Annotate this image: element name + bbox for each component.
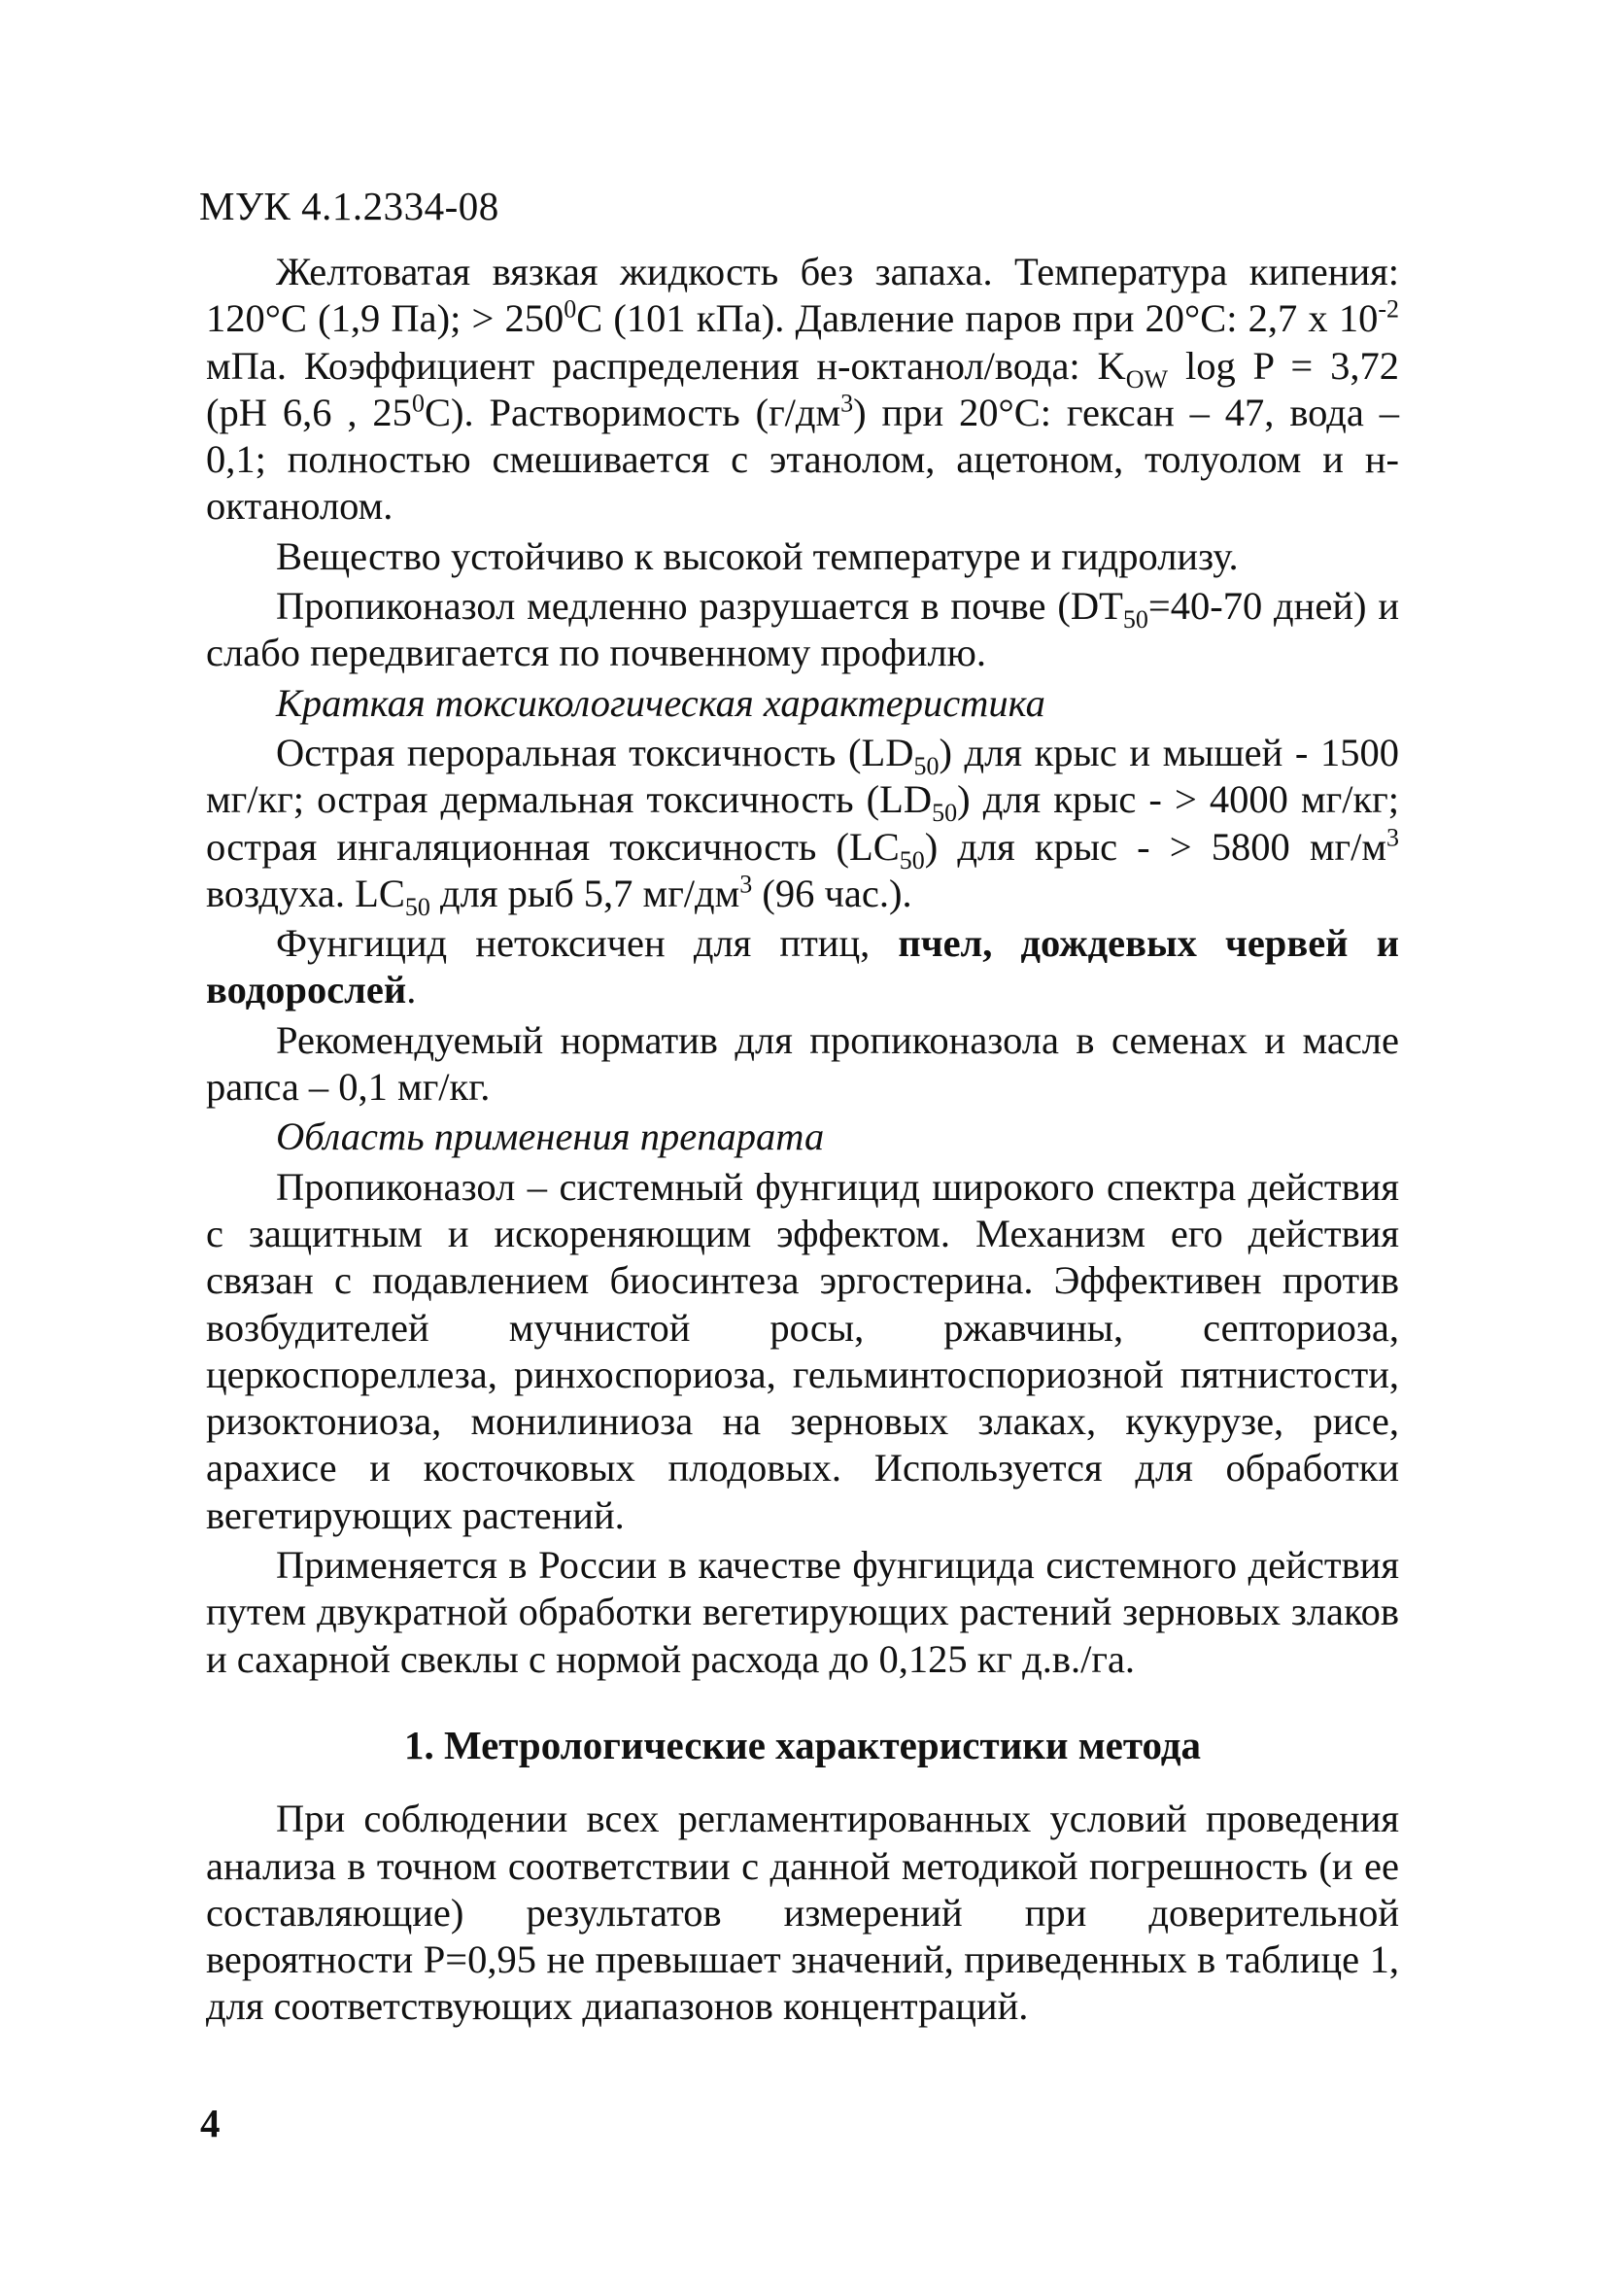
paragraph-stability: Вещество устойчиво к высокой температуре и гидролизу. [276,533,1239,578]
section-title-metrology: 1. Метрологические характеристики метода [403,1722,1202,1767]
paragraph-norm: Рекомендуемый норматив для пропиконазола в семенах и масле рапса – 0,1 мг/кг. [206,1017,1399,1110]
paragraph-non-toxic: Фунгицид нетоксичен для птиц, пчел, дождевых червей и водорослей. [206,921,1399,1012]
subheading-application: Область применения препарата [276,1114,825,1159]
paragraph-russia-usage: Применяется в России в качестве фунгицида системного действия путем двукратной обработки вегетирующих растений зерновых злаков и сахарной свеклы с нормой расхода до 0,125 кг д.в./га. [206,1543,1399,1681]
paragraph-physical-properties: Желтоватая вязкая жидкость без запаха. Температура кипения: 120°С (1,9 Па); > $250^0С$ (101 кПа). Давление паров при 20°С: 2,7 х $10^{-2}$ мПа. Коэффициент распределения н-октанол/вода: $K_{OW}$ log P = 3,72 (рН 6,6 , $25^0С$). Растворимость $(г/дм^3)$ при 20°С: гексан – 47, вода – 0,1; полностью смешивается с этанолом, ацетоном, толуолом и н-октанолом. [206,250,1399,529]
page-number: 4 [200,2101,221,2145]
document-code-header: МУК 4.1.2334-08 [199,184,499,228]
paragraph-soil-behavior: Пропиконазол медленно разрушается в почве ($DT_{50}=40-70$ дней) и слабо передвигается по почвенному профилю. [206,584,1400,675]
paragraph-metrology: При соблюдении всех регламентированных условий проведения анализа в точном соответствии с данной методикой погрешность (и ее составляющие) результатов измерений при доверительной вероятности Р=0,95 не превышает значений, приведенных в таблице 1, для соответствующих диапазонов концентраций. [206,1797,1399,2029]
subheading-toxicology: Краткая токсикологическая характеристика [276,680,1045,725]
paragraph-fungicide-description: Пропиконазол – системный фунгицид широкого спектра действия с защитным и искореняющим эффектом. Механизм его действия связан с подавлением биосинтеза эргостерина. Эффективен против возбудителей мучнистой росы, ржавчины, септориоза, церкоспореллеза, ринхоспориоза, гельминтоспориозной пятнистости, ризоктониоза, монилиниоза на зерновых злаках, кукурузе, рисе, арахисе и косточковых плодовых. Используется для обработки вегетирующих растений. [206,1164,1399,1537]
document-body [206,249,1399,2034]
paragraph-toxicity: Острая пероральная токсичность $(LD_{50})$ для крыс и мышей - 1500 мг/кг; острая дермальная токсичность $(LD_{50})$ для крыс - > 4000 мг/кг; острая ингаляционная токсичность $(LC_{50})$ для крыс - > 5800 $мг/м^3$ воздуха. $LC_{50}$ для рыб 5,7 $мг/дм^3$ (96 час.). [206,730,1400,921]
